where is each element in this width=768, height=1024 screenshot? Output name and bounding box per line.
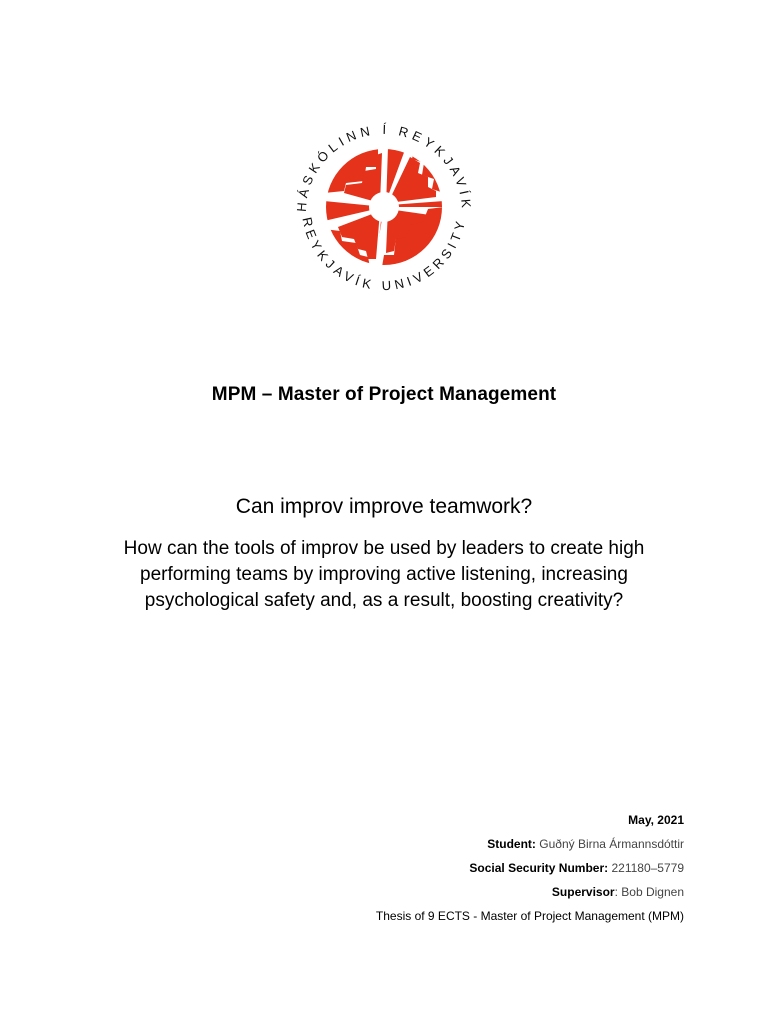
supervisor-line (264, 880, 684, 904)
student-label: Student: (487, 837, 536, 851)
supervisor-label: Supervisor (551, 885, 615, 899)
ssn-value: 221180–5779 (611, 861, 684, 875)
submission-date: May, 2021 (628, 813, 684, 827)
thesis-metadata (264, 808, 684, 928)
university-seal-icon (286, 104, 482, 320)
ssn-line (264, 856, 684, 880)
logo-emblem (324, 147, 444, 267)
thesis-title: Can improv improve teamwork? (235, 495, 533, 518)
university-logo (286, 104, 482, 320)
student-line (264, 832, 684, 856)
supervisor-name: : Bob Dignen (614, 885, 684, 899)
thesis-research-question: How can the tools of improv be used by leaders to create high performing teams by improving active listening, increasing psychological safety and, as a result, boosting creativity? (123, 538, 645, 611)
logo-text-bottom: REYKJAVÍK UNIVERSITY (299, 215, 469, 294)
logo-text-top: HÁSKÓLINN Í REYKJAVÍK (293, 121, 475, 213)
ssn-label: Social Security Number: (469, 861, 609, 875)
program-title: MPM – Master of Project Management (211, 384, 557, 405)
student-name: Guðný Birna Ármannsdóttir (539, 837, 684, 851)
thesis-info: Thesis of 9 ECTS - Master of Project Management (MPM) (375, 909, 684, 923)
